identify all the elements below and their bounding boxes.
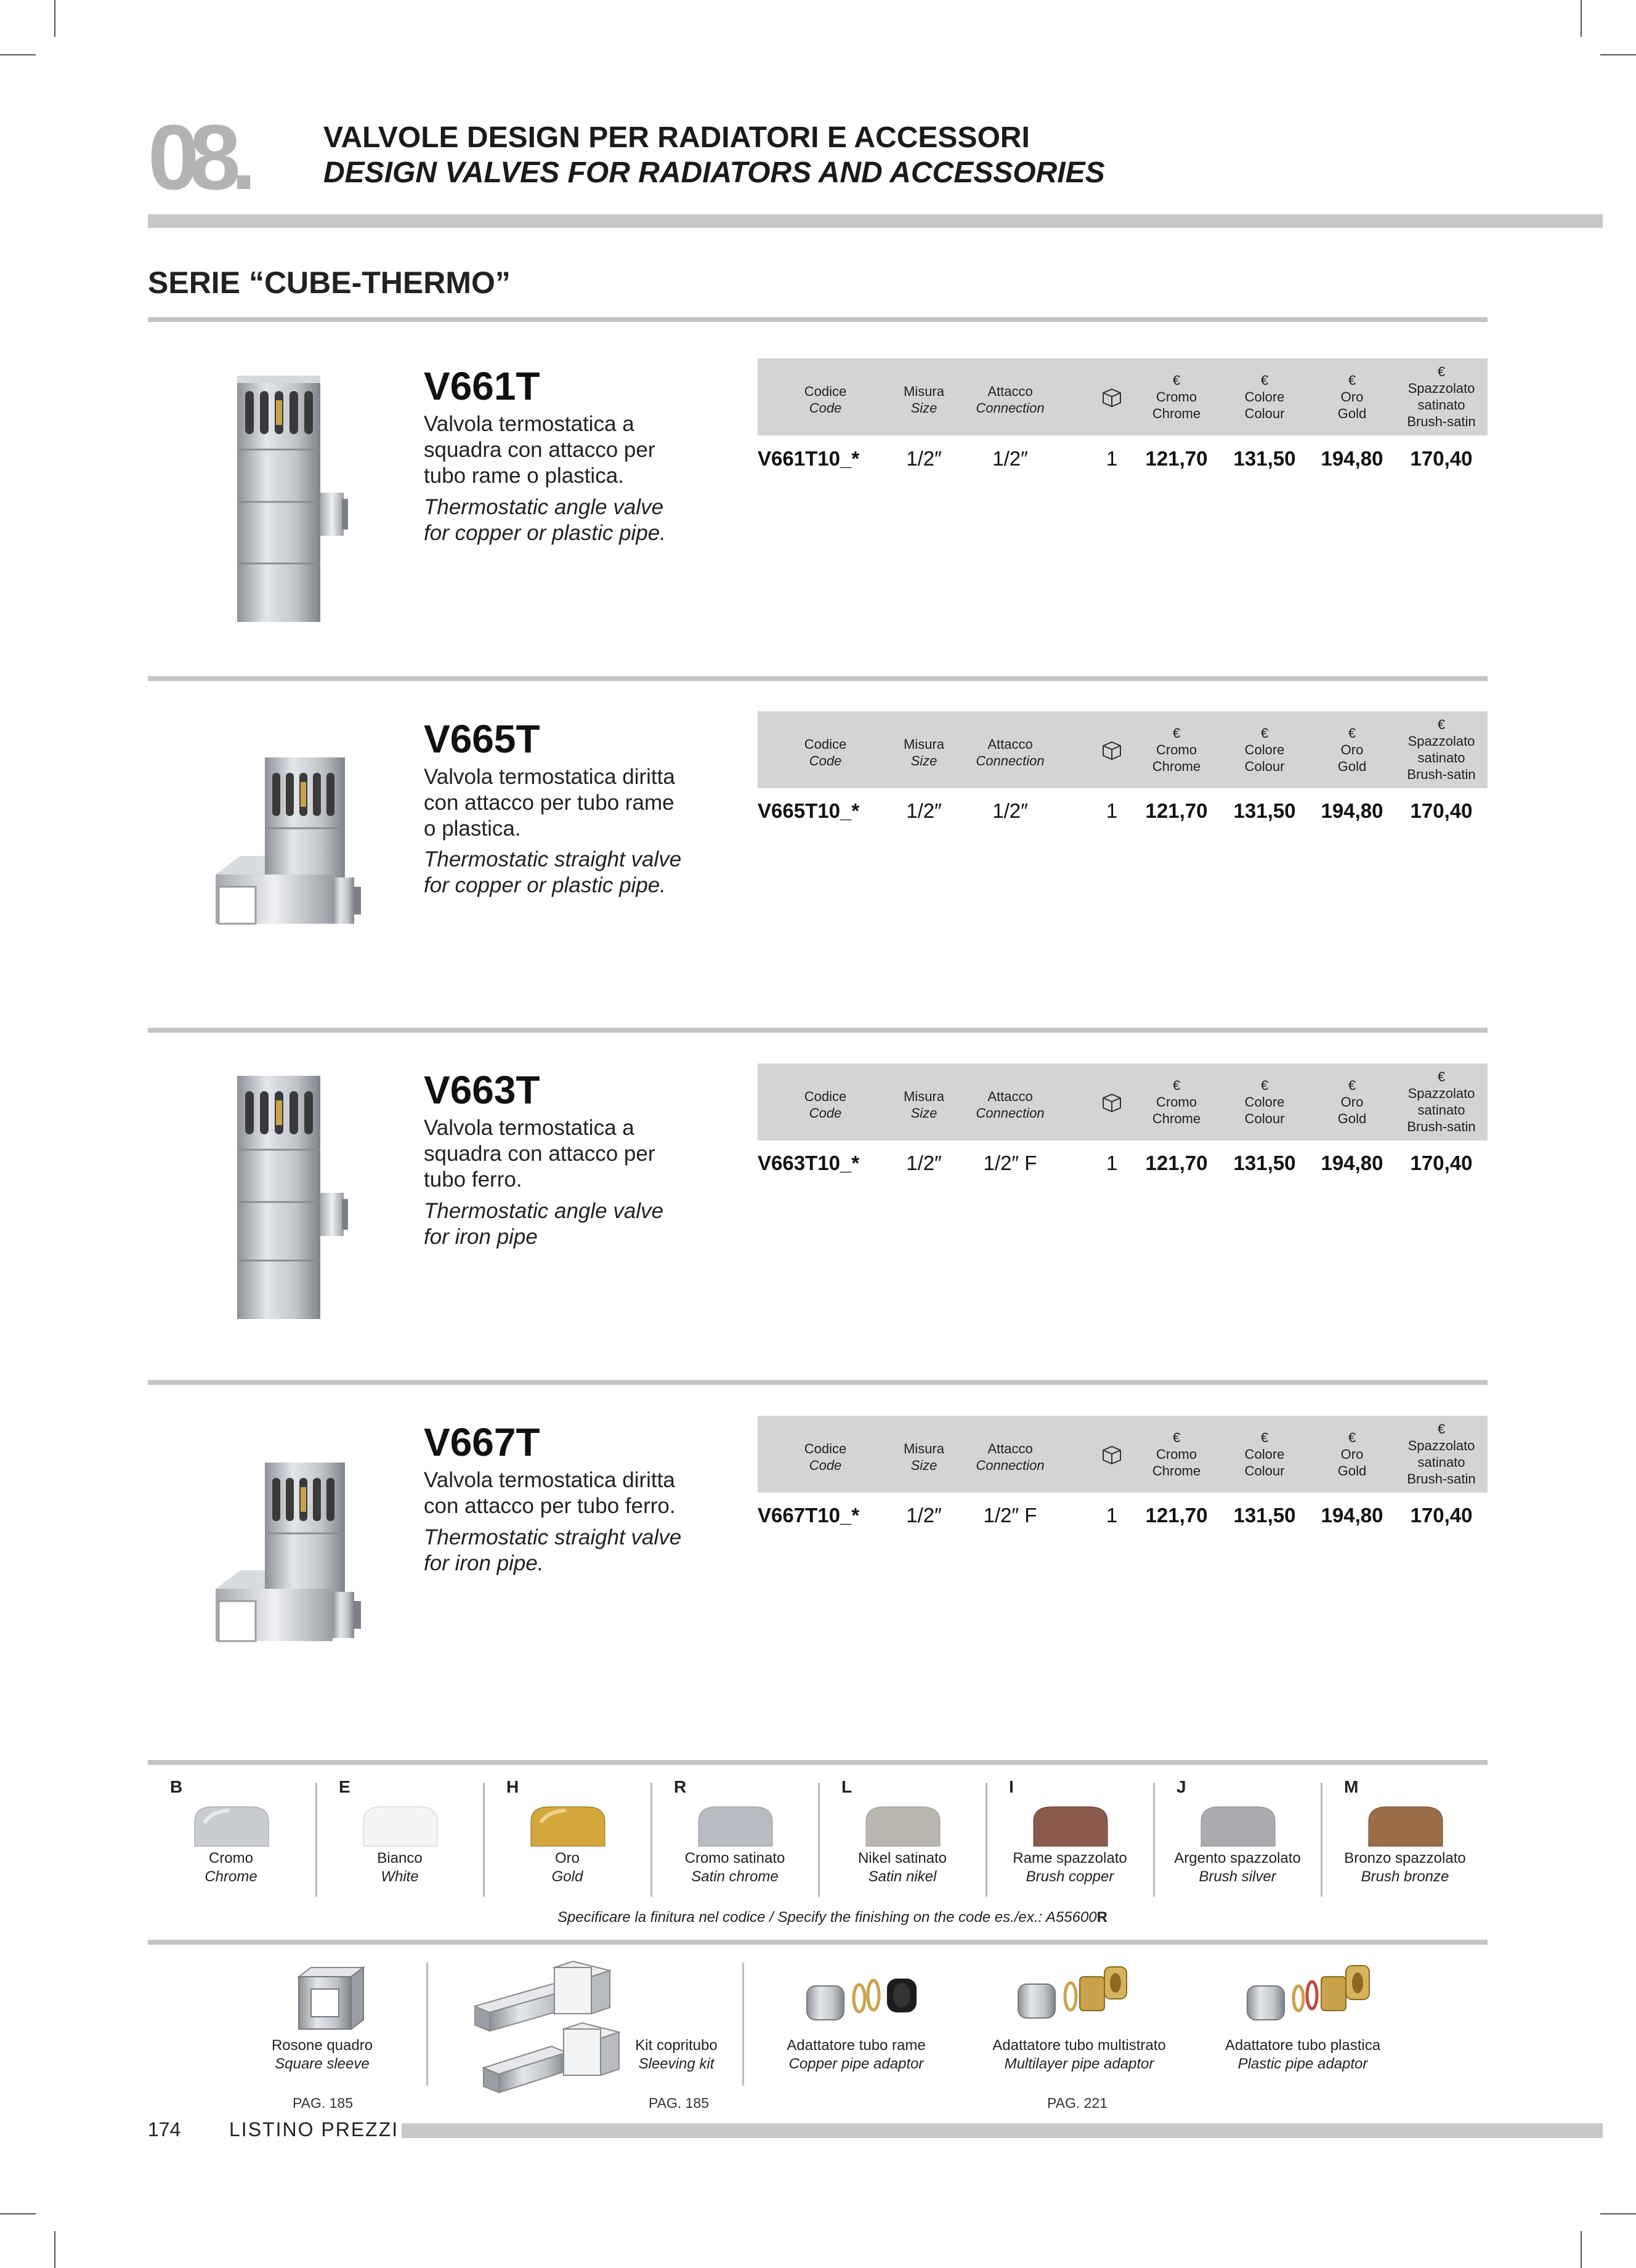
- accessory-divider: [426, 1963, 428, 2086]
- price-table-row: V663T10_* 1/2″ 1/2″ F 1 121,70 131,50 194,80 170,40: [758, 1152, 1473, 1174]
- finish-swatch-satin-chrome: R Cromo satinato Satin chrome: [674, 1777, 785, 1885]
- package-icon: [1099, 737, 1124, 762]
- price-table-row: V667T10_* 1/2″ 1/2″ F 1 121,70 131,50 194,80 170,40: [758, 1504, 1473, 1527]
- finish-cap-icon: [696, 1804, 775, 1847]
- accessory-name-en: Plastic pipe adaptor: [1237, 2056, 1368, 2072]
- price-table-row: V665T10_* 1/2″ 1/2″ 1 121,70 131,50 194,80 170,40: [758, 799, 1473, 822]
- accessory-name-en: Copper pipe adaptor: [788, 2056, 924, 2072]
- page-reference: PAG. 185: [293, 2095, 354, 2111]
- finish-swatch-brush-copper: I Rame spazzolato Brush copper: [1009, 1777, 1127, 1885]
- product-description-it: Valvola termostatica diritta con attacco per tubo ferro.: [424, 1468, 676, 1518]
- finish-cap-icon: [528, 1804, 607, 1847]
- crop-mark: [1600, 2213, 1636, 2214]
- section-divider: [148, 1760, 1488, 1765]
- finish-cap-icon: [864, 1804, 942, 1847]
- finish-note: Specificare la finitura nel codice / Specify the finishing on the code es./ex.: A55600R: [557, 1909, 1108, 1926]
- chapter-number: 08.: [148, 105, 247, 209]
- product-description-en: Thermostatic straight valve for copper or plastic pipe.: [424, 847, 682, 897]
- finish-swatch-brush-bronze: M Bronzo spazzolato Brush bronze: [1344, 1777, 1466, 1885]
- product-description-en: Thermostatic straight valve for iron pipe.: [424, 1525, 682, 1575]
- price-table-header: Codice Code Misura Size Attacco Connection € Cromo Chrome € Colore Colour € Oro Gold € Spazzolato satinato Brush-satin: [758, 358, 1488, 435]
- accessory-name: Rosone quadro: [271, 2037, 373, 2054]
- finish-cap-icon: [1199, 1804, 1278, 1847]
- finish-cap-icon: [1366, 1804, 1445, 1847]
- angle-valve-image: [228, 1073, 351, 1331]
- accessory-name: Adattatore tubo multistrato: [992, 2037, 1166, 2054]
- crop-mark: [54, 2231, 55, 2268]
- chapter-title: VALVOLE DESIGN PER RADIATORI E ACCESSORI: [323, 121, 1030, 154]
- sleeving-kit-image: [474, 1958, 634, 2103]
- package-icon: [1099, 1442, 1124, 1466]
- price-table-row: V661T10_* 1/2″ 1/2″ 1 121,70 131,50 194,80 170,40: [758, 447, 1473, 470]
- price-table-header: Codice Code Misura Size Attacco Connection € Cromo Chrome € Colore Colour € Oro Gold € Spazzolato satinato Brush-satin: [758, 711, 1488, 788]
- page-number: 174: [148, 2118, 181, 2141]
- angle-valve-image: [228, 369, 351, 640]
- multilayer-adaptor-image: [1015, 1959, 1132, 2027]
- page-reference: PAG. 221: [1047, 2095, 1108, 2111]
- crop-mark: [0, 54, 36, 55]
- accessory-divider: [742, 1963, 744, 2086]
- product-description-it: Valvola termostatica a squadra con attacco per tubo rame o plastica.: [424, 412, 655, 488]
- footer-label: LISTINO PREZZI: [229, 2118, 399, 2141]
- finish-swatch-satin-nikel: L Nikel satinato Satin nikel: [841, 1777, 947, 1885]
- crop-mark: [54, 0, 55, 37]
- accessory-name: Adattatore tubo plastica: [1225, 2037, 1381, 2054]
- finish-swatch-gold: H Oro Gold: [484, 1772, 650, 1920]
- copper-adaptor-image: [804, 1967, 921, 2029]
- header-bar: [148, 214, 1603, 228]
- straight-valve-image: [203, 1459, 388, 1663]
- crop-mark: [1600, 54, 1636, 55]
- product-description-it: Valvola termostatica a squadra con attacco per tubo ferro.: [424, 1116, 655, 1192]
- crop-mark: [0, 2213, 36, 2214]
- product-code-title: V665T: [424, 717, 540, 761]
- finish-swatch-white: E Bianco White: [317, 1772, 483, 1920]
- straight-valve-image: [203, 754, 388, 945]
- accessory-name-en: Square sleeve: [275, 2056, 370, 2072]
- chapter-subtitle: DESIGN VALVES FOR RADIATORS AND ACCESSORIES: [323, 156, 1105, 189]
- finish-cap-icon: [1031, 1804, 1110, 1847]
- finish-swatch-chrome: B Cromo Chrome: [148, 1772, 314, 1920]
- accessory-name: Kit copritubo: [635, 2037, 718, 2054]
- accessory-name-en: Multilayer pipe adaptor: [1004, 2056, 1154, 2072]
- section-divider: [148, 1380, 1488, 1385]
- square-sleeve-image: [290, 1961, 370, 2035]
- series-title: SERIE “CUBE-THERMO”: [148, 265, 511, 300]
- section-divider: [148, 676, 1488, 681]
- accessory-name: Adattatore tubo rame: [787, 2037, 926, 2054]
- product-description-en: Thermostatic angle valve for iron pipe: [424, 1199, 664, 1249]
- finish-cap-icon: [192, 1804, 271, 1847]
- product-description-en: Thermostatic angle valve for copper or plastic pipe.: [424, 495, 666, 545]
- price-table-header: Codice Code Misura Size Attacco Connection € Cromo Chrome € Colore Colour € Oro Gold € Spazzolato satinato Brush-satin: [758, 1063, 1488, 1140]
- finish-swatch-brush-silver: J Argento spazzolato Brush silver: [1174, 1777, 1301, 1885]
- product-code-title: V661T: [424, 364, 540, 408]
- section-divider: [148, 1940, 1488, 1945]
- package-icon: [1099, 1089, 1124, 1114]
- product-description-it: Valvola termostatica diritta con attacco per tubo rame o plastica.: [424, 765, 675, 841]
- crop-mark: [1581, 2231, 1582, 2268]
- footer-bar: [402, 2123, 1603, 2138]
- section-divider: [148, 317, 1488, 322]
- finish-cap-icon: [361, 1804, 440, 1847]
- crop-mark: [1581, 0, 1582, 37]
- price-table-header: Codice Code Misura Size Attacco Connection € Cromo Chrome € Colore Colour € Oro Gold € Spazzolato satinato Brush-satin: [758, 1416, 1488, 1493]
- product-code-title: V667T: [424, 1420, 540, 1464]
- product-code-title: V663T: [424, 1068, 540, 1112]
- section-divider: [148, 1028, 1488, 1033]
- accessory-name-en: Sleeving kit: [638, 2056, 715, 2072]
- plastic-adaptor-image: [1244, 1958, 1374, 2029]
- package-icon: [1099, 384, 1124, 409]
- page-reference: PAG. 185: [649, 2095, 710, 2111]
